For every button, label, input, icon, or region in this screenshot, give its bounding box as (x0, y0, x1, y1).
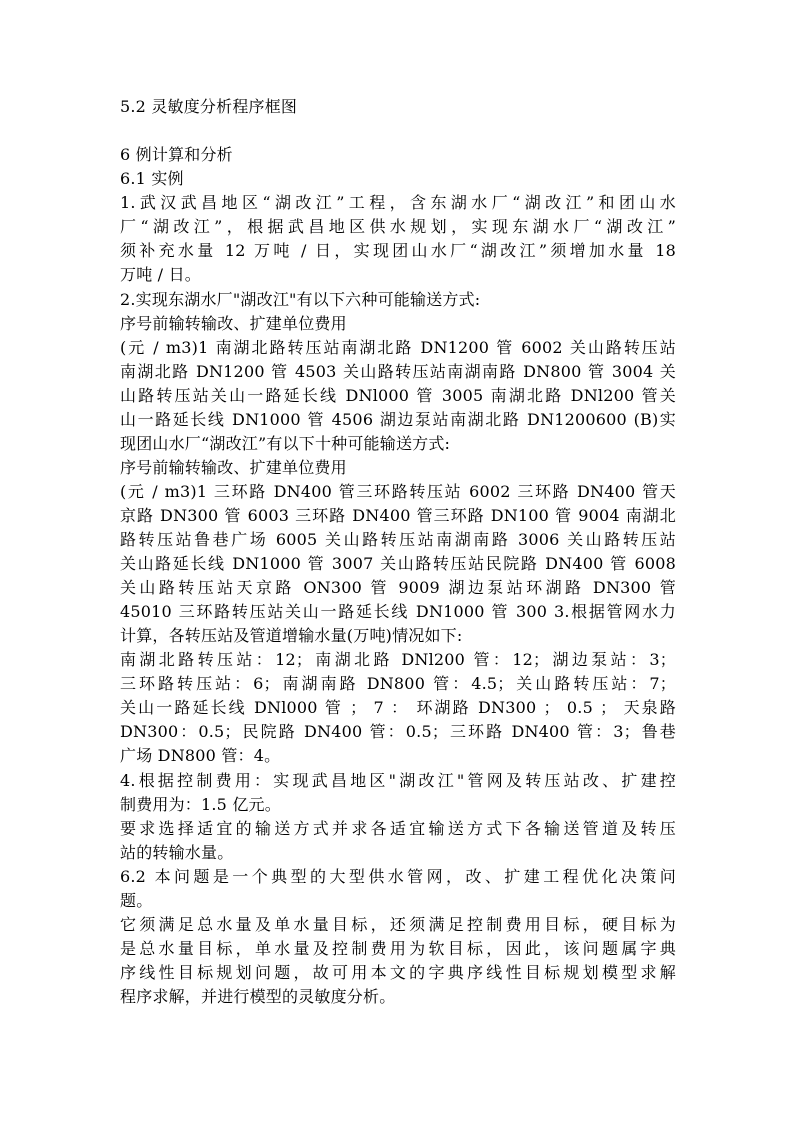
text-line: 关山路延长线 DN1000 管 3007 关山路转压站民院路 DN400 管 6008 (120, 554, 676, 573)
section-heading-5-2: 5.2 灵敏度分析程序框图 (120, 97, 298, 116)
section-heading-6: 6 例计算和分析 (120, 145, 233, 164)
text-line: 程序求解，并进行模型的灵敏度分析。 (120, 987, 396, 1006)
text-line: 南湖北路 DN1200 管 4503 关山路转压站南湖南路 DN800 管 3004 关 (120, 362, 676, 381)
text-line: 6.2 本问题是一个典型的大型供水管网，改、扩建工程优化决策问 (120, 867, 676, 886)
text-line: 1.武汉武昌地区“湖改江”工程，含东湖水厂“湖改江”和团山水 (120, 193, 676, 212)
text-line: 须补充水量 12 万吨 / 日，实现团山水厂“湖改江”须增加水量 18 (120, 241, 676, 260)
text-line: 序号前输转输改、扩建单位费用 (120, 458, 347, 477)
text-line: (元 / m3)1 三环路 DN400 管三环路转压站 6002 三环路 DN400 管天 (120, 482, 676, 501)
text-line: 关山一路延长线 DNl000 管 ； 7 ： 环湖路 DN300 ； 0.5 ； 天泉路 (120, 698, 676, 717)
text-line: DN300：0.5；民院路 DN400 管：0.5；三环路 DN400 管：3；鲁巷 (120, 722, 676, 741)
text-line: 京路 DN300 管 6003 三环路 DN400 管三环路 DN100 管 9004 南湖北 (120, 506, 676, 525)
text-line: 它须满足总水量及单水量目标，还须满足控制费用目标，硬目标为 (120, 915, 676, 934)
text-line: 现团山水厂“湖改江”有以下十种可能输送方式: (120, 434, 451, 453)
text-line: 广场 DN800 管：4。 (120, 746, 281, 765)
text-line: 路转压站鲁巷广场 6005 关山路转压站南湖南路 3006 关山路转压站 (120, 530, 676, 549)
text-line: 是总水量目标，单水量及控制费用为软目标，因此，该问题属字典 (120, 939, 676, 958)
text-line: 计算，各转压站及管道增输水量(万吨)情况如下: (120, 626, 463, 645)
text-line: 题。 (120, 891, 153, 910)
section-heading-6-1: 6.1 实例 (120, 169, 184, 188)
text-line: (元 / m3)1 南湖北路转压站南湖北路 DN1200 管 6002 关山路转压站 (120, 338, 676, 357)
text-line: 山一路延长线 DN1000 管 4506 湖边泵站南湖北路 DN1200600 (B)实 (120, 410, 676, 429)
text-line: 南湖北路转压站：12；南湖北路 DNl200 管：12；湖边泵站：3； (120, 650, 676, 669)
text-line: 4.根据控制费用：实现武昌地区"湖改江"管网及转压站改、扩建控 (120, 771, 676, 790)
text-line: 要求选择适宜的输送方式并求各适宜输送方式下各输送管道及转压 (120, 819, 676, 838)
text-line: 万吨 / 日。 (120, 265, 201, 284)
text-line: 序号前输转输改、扩建单位费用 (120, 314, 347, 333)
text-line: 序线性目标规划问题，故可用本文的字典序线性目标规划模型求解 (120, 963, 676, 982)
text-line: 站的转输水量。 (120, 843, 234, 862)
text-line: 关山路转压站天京路 ON300 管 9009 湖边泵站环湖路 DN300 管 (120, 578, 676, 597)
text-line: 45010 三环路转压站关山一路延长线 DN1000 管 300 3.根据管网水力 (120, 602, 676, 621)
text-line: 山路转压站关山一路延长线 DNl000 管 3005 南湖北路 DNl200 管关 (120, 386, 676, 405)
text-line: 三环路转压站：6；南湖南路 DN800 管：4.5；关山路转压站：7； (120, 674, 676, 693)
text-line: 厂“湖改江”，根据武昌地区供水规划，实现东湖水厂“湖改江” (120, 217, 676, 236)
text-line: 2.实现东湖水厂"湖改江"有以下六种可能输送方式: (120, 290, 481, 309)
text-line: 制费用为：1.5 亿元。 (120, 795, 281, 814)
